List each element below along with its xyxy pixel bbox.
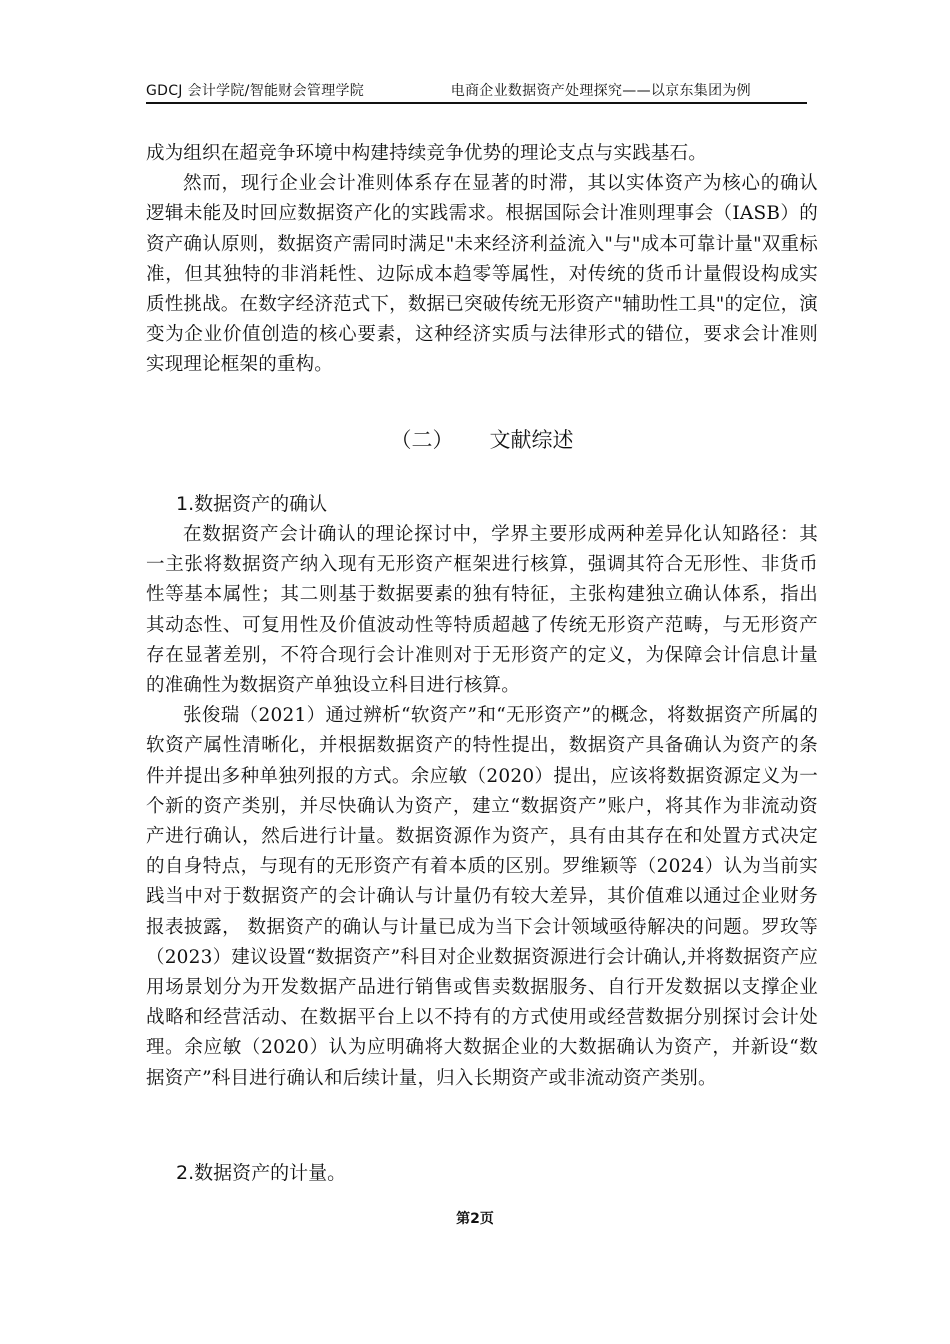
subsection-1-paragraph-1: 在数据资产会计确认的理论探讨中，学界主要形成两种差异化认知路径：其一主张将数据资产纳入现有无形资产框架进行核算，强调其符合无形性、非货币性等基本属性；其二则基于数据要素的独有特征，主张构建独立确认体系，指出其动态性、可复用性及价值波动性等特质超越了传统无形资产范畴，与无形资产存在显著差别，不符合现行会计准则对于无形资产的定义，为保障会计信息计量的准确性为数据资产单独设立科目进行核算。: [146, 524, 818, 697]
page-header: [146, 76, 807, 104]
intro-paragraph-2: 然而，现行企业会计准则体系存在显著的时滞，其以实体资产为核心的确认逻辑未能及时回应数据资产化的实践需求。根据国际会计准则理事会（IASB）的资产确认原则，数据资产需同时满足"未来经济利益流入"与"成本可靠计量"双重标准，但其独特的非消耗性、边际成本趋零等属性，对传统的货币计量假设构成实质性挑战。在数字经济范式下，数据已突破传统无形资产"辅助性工具"的定位，演变为企业价值创造的核心要素，这种经济实质与法律形式的错位，要求会计准则实现理论框架的重构。: [146, 173, 818, 376]
intro-paragraph-1: 成为组织在超竞争环境中构建持续竞争优势的理论支点与实践基石。: [146, 143, 708, 164]
page-number: 第2页: [456, 1211, 494, 1227]
section-title: 文献综述: [489, 428, 574, 452]
subsection-1-paragraph-2: 张俊瑞（2021）通过辨析“软资产”和“无形资产”的概念，将数据资产所属的软资产属性清晰化，并根据数据资产的特性提出，数据资产具备确认为资产的条件并提出多种单独列报的方式。余应敏（2020）提出，应该将数据资源定义为一个新的资产类别，并尽快确认为资产，建立“数据资产”账户，将其作为非流动资产进行确认，然后进行计量。数据资源作为资产，具有由其存在和处置方式决定的自身特点，与现有的无形资产有着本质的区别。罗维颖等（2024）认为当前实践当中对于数据资产的会计确认与计量仍有较大差异，其价值难以通过企业财务报表披露， 数据资产的确认与计量已成为当下会计领域亟待解决的问题。罗玫等（2023）建议设置“数据资产”科目对企业数据资源进行会计确认,并将数据资产应用场景划分为开发数据产品进行销售或售卖数据服务、自行开发数据以支撑企业战略和经营活动、在数据平台上以不持有的方式使用或经营数据分别探讨会计处理。余应敏（2020）认为应明确将大数据企业的大数据确认为资产，并新设“数据资产”科目进行确认和后续计量，归入长期资产或非流动资产类别。: [146, 705, 818, 1089]
section-number: （二）: [390, 428, 454, 452]
subsection-heading-1: 1.数据资产的确认: [176, 493, 328, 515]
subsection-1-text-block: [146, 520, 818, 1094]
header-left-text: GDCJ 会计学院/智能财会管理学院: [146, 83, 365, 99]
header-right-text: 电商企业数据资产处理探究——以京东集团为例: [450, 83, 751, 99]
subsection-heading-2: 2.数据资产的计量。: [176, 1162, 347, 1184]
section-heading: [146, 423, 818, 457]
intro-text-block: [146, 139, 818, 381]
